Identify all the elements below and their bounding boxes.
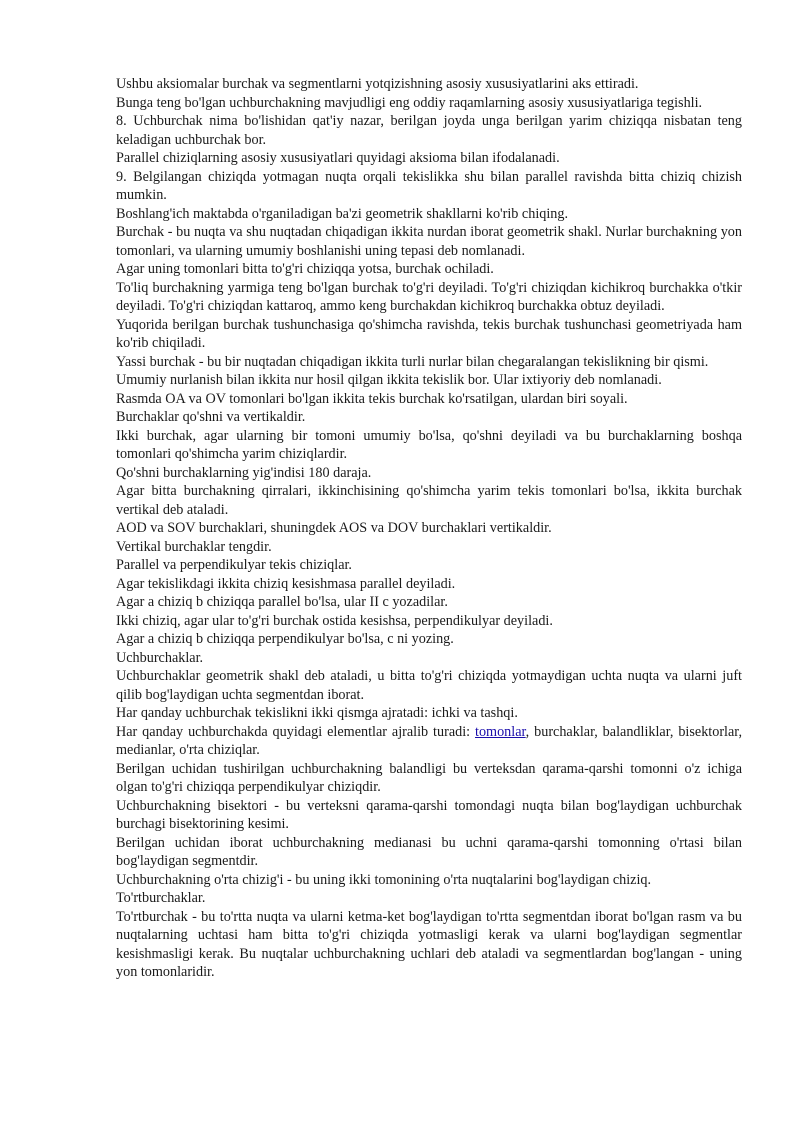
paragraph: Har qanday uchburchak tekislikni ikki qismga ajratadi: ichki va tashqi. [116,705,518,721]
paragraph: Ikki burchak, agar ularning bir tomoni umumiy bo'lsa, qo'shni deyiladi va bu burchaklarning boshqa tomonlari qo'shimcha yarim chiziqlardir. [116,427,742,462]
paragraph: Agar a chiziq b chiziqqa parallel bo'lsa, ular II c yozadilar. [116,594,448,610]
paragraph: Qo'shni burchaklarning yig'indisi 180 daraja. [116,464,372,481]
paragraph: To'rtburchak - bu to'rtta nuqta va ularni ketma-ket bog'laydigan to'rtta segmentdan iborat bo'lgan rasm va bu nuqtalarning uchtasi ham bitta to'g'ri chiziqda yotmasligi kerak va ularni bog'laydigan segmentlar kesishmasligi kerak. Bu nuqtalar uchburchakning uchlari deb ataladi va segmentlardan bog'langan - uning yon tomonlaridir. [116,908,742,980]
paragraph: Parallel va perpendikulyar tekis chiziqlar. [116,557,352,573]
paragraph: Umumiy nurlanish bilan ikkita nur hosil qilgan ikkita tekislik bor. Ular ixtiyoriy deb nomlanadi. [116,372,662,388]
paragraph: Berilgan uchidan tushirilgan uchburchakning balandligi bu verteksdan qarama-qarshi tomonni o'z ichiga olgan to'g'ri chiziqqa perpendikulyar chiziqdir. [116,760,742,795]
tomonlar-link[interactable]: tomonlar [475,723,526,740]
paragraph-text-after-link: , burchaklar, balandliklar, bisektorlar, medianlar, o'rta chiziqlar. [116,723,742,758]
paragraph: Yassi burchak - bu bir nuqtadan chiqadigan ikkita turli nurlar bilan chegaralangan tekislikning bir qismi. [116,353,709,370]
paragraph: Bunga teng bo'lgan uchburchakning mavjudligi eng oddiy raqamlarning asosiy xususiyatlariga tegishli. [116,94,703,111]
paragraph: Burchak - bu nuqta va shu nuqtadan chiqadigan ikkita nurdan iborat geometrik shakl. Nurlar burchakning yon tomonlari, va ularning umumiy boshlanishi uning tepasi deb nomlanadi. [116,224,742,259]
paragraph: Agar uning tomonlari bitta to'g'ri chiziqqa yotsa, burchak ochiladi. [116,261,494,277]
paragraph-text-before-link: Har qanday uchburchakda quyidagi elementlar ajralib turadi: [116,723,476,740]
paragraph: 8. Uchburchak nima bo'lishidan qat'iy nazar, berilgan joyda unga berilgan yarim chiziqqa nisbatan teng keladigan uchburchak bor. [116,113,742,148]
paragraph: Uchburchaklar geometrik shakl deb ataladi, u bitta to'g'ri chiziqda yotmaydigan uchta nuqta va ularni juft qilib bog'laydigan uchta segmentdan iborat. [116,668,742,703]
paragraph: Uchburchakning o'rta chizig'i - bu uning ikki tomonining o'rta nuqtalarini bog'laydigan chiziq. [116,871,652,888]
paragraph: Agar tekislikdagi ikkita chiziq kesishmasa parallel deyiladi. [116,575,456,592]
paragraph: Ushbu aksiomalar burchak va segmentlarni yotqizishning asosiy xususiyatlarini aks ettiradi. [116,76,639,92]
paragraph: Berilgan uchidan iborat uchburchakning medianasi bu uchni qarama-qarshi tomonning o'rtasi bilan bog'laydigan segmentdir. [116,834,742,869]
paragraph: Agar a chiziq b chiziqqa perpendikulyar bo'lsa, c ni yozing. [116,631,454,647]
paragraph: Ikki chiziq, agar ular to'g'ri burchak ostida kesishsa, perpendikulyar deyiladi. [116,612,553,629]
paragraph: 9. Belgilangan chiziqda yotmagan nuqta orqali tekislikka shu bilan parallel ravishda bitta chiziq chizish mumkin. [116,168,742,203]
paragraph: To'rtburchaklar. [116,890,206,906]
paragraph: Uchburchakning bisektori - bu verteksni qarama-qarshi tomondagi nuqta bilan bog'laydigan uchburchak burchagi bisektorining kesimi. [116,797,742,832]
paragraph: Boshlang'ich maktabda o'rganiladigan ba'zi geometrik shakllarni ko'rib chiqing. [116,205,569,222]
paragraph: Vertikal burchaklar tengdir. [116,538,272,555]
paragraph-with-link [116,723,742,760]
document-body [116,75,742,982]
paragraph: Uchburchaklar. [116,649,204,666]
paragraph: Yuqorida berilgan burchak tushunchasiga qo'shimcha ravishda, tekis burchak tushunchasi geometriyada ham ko'rib chiqiladi. [116,316,742,351]
paragraph: AOD va SOV burchaklari, shuningdek AOS va DOV burchaklari vertikaldir. [116,520,552,536]
paragraph: To'liq burchakning yarmiga teng bo'lgan burchak to'g'ri deyiladi. To'g'ri chiziqdan kichikroq burchakka o'tkir deyiladi. To'g'ri chiziqdan kattaroq, ammo keng burchakdan kichikroq burchakka obtuz deyiladi. [116,279,742,314]
paragraph: Agar bitta burchakning qirralari, ikkinchisining qo'shimcha yarim tekis tomonlari bo'lsa, ikkita burchak vertikal deb ataladi. [116,483,742,518]
paragraph: Rasmda OA va OV tomonlari bo'lgan ikkita tekis burchak ko'rsatilgan, ulardan biri soyali. [116,390,628,407]
paragraph: Parallel chiziqlarning asosiy xususiyatlari quyidagi aksioma bilan ifodalanadi. [116,150,560,166]
paragraph: Burchaklar qo'shni va vertikaldir. [116,409,306,425]
